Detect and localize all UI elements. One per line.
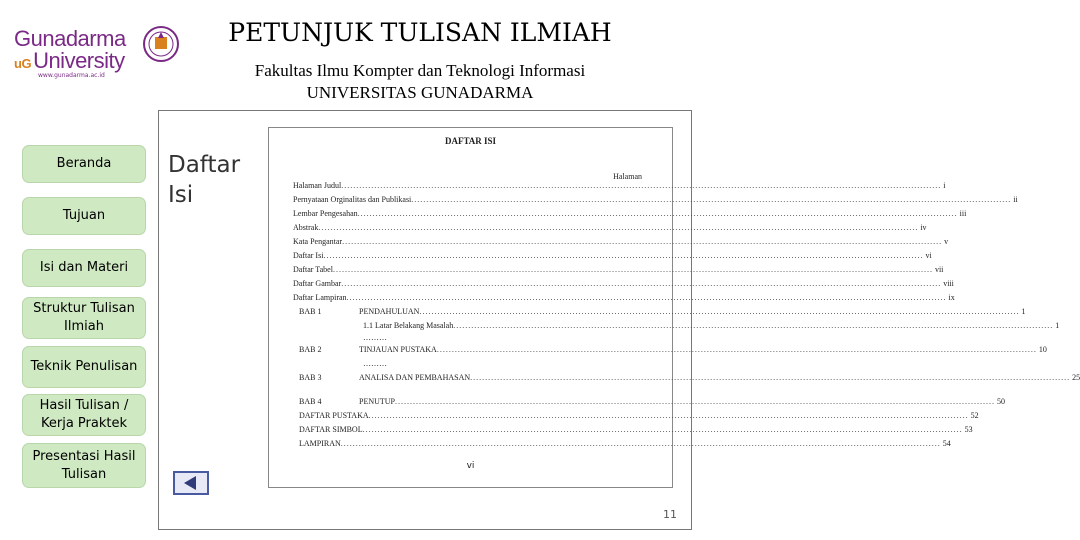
toc-page-number: 50 (997, 397, 1006, 406)
doc-halaman-label: Halaman (613, 172, 642, 181)
nav-beranda-button[interactable] (22, 145, 146, 183)
toc-page-number: 10 (1038, 345, 1047, 354)
logo-name-line2: uGUniversity (14, 48, 125, 73)
toc-leader-dots: ........................................................................................................................................................................................................ (411, 195, 1012, 204)
nav-isi-dan-materi-button[interactable] (22, 249, 146, 287)
toc-leader-dots: ........................................................................................................................................................................................................ (368, 411, 969, 420)
toc-entry-title: DAFTAR SIMBOL (299, 425, 363, 434)
toc-entry-title: Lembar Pengesahan (293, 209, 358, 218)
nav-label: Beranda (56, 156, 112, 171)
toc-row (299, 344, 1047, 356)
toc-entry-title: ……… (363, 333, 387, 342)
toc-chapter-label: BAB 1 (299, 307, 322, 316)
toc-page-number: i (943, 181, 946, 190)
section-heading (168, 150, 240, 210)
nav-presentasi-hasil-tulisan-button[interactable] (22, 443, 146, 488)
toc-entry-title: Daftar Gambar (293, 279, 342, 288)
toc-row (299, 320, 1060, 332)
toc-row (293, 208, 967, 220)
toc-row (293, 180, 946, 192)
toc-leader-dots: ........................................................................................................................................................................................................ (436, 345, 1037, 354)
toc-row (293, 194, 1018, 206)
nav-label: Isi dan Materi (39, 260, 129, 275)
toc-entry-title: 1.1 Latar Belakang Masalah (363, 321, 454, 330)
toc-page-number: 54 (942, 439, 951, 448)
logo-url: www.gunadarma.ac.id (38, 72, 105, 79)
logo-name-line1: Gunadarma (14, 26, 126, 51)
toc-entry-title: Pernyataan Orginalitas dan Publikasi (293, 195, 412, 204)
toc-page-number: 52 (970, 411, 979, 420)
toc-entry-title: BAB 1 PENDAHULUAN (299, 307, 420, 316)
toc-leader-dots: ........................................................................................................................................................................................................ (340, 439, 941, 448)
toc-leader-dots: ........................................................................................................................................................................................................ (395, 397, 996, 406)
logo-ug: uG (14, 56, 32, 71)
toc-leader-dots: ........................................................................................................................................................................................................ (470, 373, 1071, 382)
nav-label: Teknik Penulisan (30, 359, 138, 374)
toc-leader-dots: ........................................................................................................................................................................................................ (323, 251, 924, 260)
slide-number: 11 (663, 508, 677, 521)
toc-entry-title: Halaman Judul (293, 181, 342, 190)
toc-row (299, 306, 1026, 318)
toc-page-number: ii (1013, 195, 1018, 204)
toc-entry-title: BAB 3 ANALISA DAN PEMBAHASAN (299, 373, 471, 382)
logo (14, 22, 184, 80)
nav-tujuan-button[interactable] (22, 197, 146, 235)
toc-row (293, 250, 932, 262)
nav-label: Hasil Tulisan / Kerja Praktek (39, 398, 129, 431)
toc-entry-title: ……… (363, 359, 387, 368)
toc-row (299, 358, 629, 370)
subtitle-line1: Fakultas Ilmu Kompter dan Teknologi Informasi (254, 61, 586, 80)
toc-page-number: 1 (1055, 321, 1060, 330)
toc-row (293, 264, 944, 276)
toc-row (299, 396, 1006, 408)
nav-hasil-tulisan-button[interactable] (22, 394, 146, 436)
toc-page-number: vii (934, 265, 944, 274)
toc-page-number: 53 (964, 425, 973, 434)
heading-line2: Isi (168, 182, 194, 208)
nav-teknik-penulisan-button[interactable] (22, 346, 146, 388)
toc-leader-dots: ........................................................................................................................................................................................................ (341, 181, 942, 190)
toc-row (299, 424, 973, 436)
toc-row (293, 222, 927, 234)
toc-leader-dots: ........................................................................................................................................................................................................ (362, 425, 963, 434)
table-of-contents-document (268, 127, 1080, 488)
toc-leader-dots: ........................................................................................................................................................................................................ (453, 321, 1054, 330)
toc-leader-dots: ........................................................................................................................................................................................................ (341, 279, 942, 288)
toc-leader-dots: ........................................................................................................................................................................................................ (342, 237, 943, 246)
toc-row (299, 372, 1080, 384)
toc-chapter-label: BAB 3 (299, 373, 322, 382)
page-subtitle (190, 60, 650, 104)
nav-struktur-tulisan-ilmiah-button[interactable] (22, 297, 146, 339)
toc-page-number: iv (920, 223, 927, 232)
toc-entry-title: Daftar Isi (293, 251, 324, 260)
nav-label: Struktur Tulisan Ilmiah (33, 301, 135, 334)
toc-row (293, 292, 955, 304)
university-seal-icon (142, 24, 180, 64)
back-arrow-icon (175, 473, 207, 493)
doc-page-number: vi (466, 461, 475, 471)
toc-leader-dots: ........................................................................................................................................................................................................ (346, 293, 947, 302)
toc-entry-title: Daftar Tabel (293, 265, 333, 274)
toc-row (293, 236, 949, 248)
toc-leader-dots: ........................................................................................................................................................................................................ (318, 223, 919, 232)
toc-page-number: vi (925, 251, 932, 260)
toc-entry-title: Kata Pengantar (293, 237, 343, 246)
toc-page-number: iii (959, 209, 967, 218)
toc-entry-title: Abstrak (293, 223, 319, 232)
toc-row (293, 278, 954, 290)
page-title: PETUNJUK TULISAN ILMIAH (228, 18, 612, 47)
toc-page-number: 25 (1072, 373, 1080, 382)
nav-label: Presentasi Hasil Tulisan (32, 448, 136, 482)
back-button[interactable] (173, 471, 209, 495)
toc-page-number: ix (948, 293, 955, 302)
toc-entry-title: BAB 2 TINJAUAN PUSTAKA (299, 345, 437, 354)
nav-label: Tujuan (62, 208, 106, 223)
toc-chapter-label: BAB 2 (299, 345, 322, 354)
toc-leader-dots: ........................................................................................................................................................................................................ (419, 307, 1020, 316)
toc-chapter-label: BAB 4 (299, 397, 322, 406)
toc-row (299, 332, 629, 344)
subtitle-line2: UNIVERSITAS GUNADARMA (306, 83, 534, 102)
toc-entry-title: Daftar Lampiran (293, 293, 347, 302)
heading-line1: Daftar (168, 152, 241, 178)
toc-page-number: v (944, 237, 949, 246)
toc-entry-title: BAB 4 PENUTUP (299, 397, 396, 406)
doc-title: DAFTAR ISI (444, 136, 497, 146)
toc-leader-dots: ........................................................................................................................................................................................................ (332, 265, 933, 274)
toc-page-number: viii (943, 279, 954, 288)
toc-row (299, 438, 951, 450)
toc-entry-title: LAMPIRAN (299, 439, 341, 448)
toc-entry-title: DAFTAR PUSTAKA (299, 411, 369, 420)
toc-page-number: 1 (1021, 307, 1026, 316)
toc-leader-dots: ........................................................................................................................................................................................................ (357, 209, 958, 218)
toc-row (299, 410, 979, 422)
